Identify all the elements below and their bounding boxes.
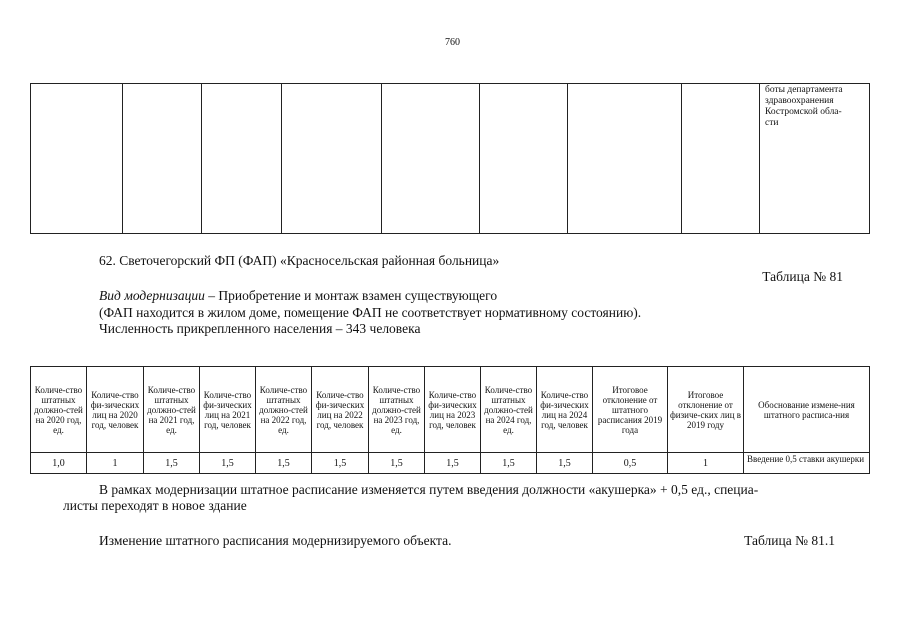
column-header: Количе-ство фи-зических лиц на 2021 год, человек	[200, 367, 256, 453]
column-header: Обоснование измене-ния штатного расписа-ния	[744, 367, 870, 453]
note-line: здравоохранения	[765, 96, 834, 106]
continued-table	[30, 83, 870, 234]
table-cell	[123, 84, 202, 234]
table-header-row	[31, 367, 870, 453]
paragraph-line: В рамках модернизации штатное расписание изменяется путем введения должности «акушерка» + 0,5 ед., специа-	[99, 482, 759, 497]
column-header: Количе-ство фи-зических лиц на 2023 год, человек	[425, 367, 481, 453]
table-cell: 1,0	[31, 453, 87, 474]
table-caption: Таблица № 81	[762, 269, 843, 284]
column-header: Количе-ство штатных должно-стей на 2023 год, ед.	[369, 367, 425, 453]
paragraph-line: листы переходят в новое здание	[63, 498, 247, 513]
section-title: 62. Светочегорский ФП (ФАП) «Красносельская районная больница»	[99, 253, 500, 268]
table-cell	[382, 84, 480, 234]
justification-cell	[760, 84, 870, 234]
column-header: Итоговое отклонение от штатного расписания 2019 года	[593, 367, 668, 453]
table-cell: 1,5	[312, 453, 369, 474]
table-cell	[282, 84, 382, 234]
note-line: боты департамента	[765, 85, 843, 95]
staff-table	[30, 366, 870, 474]
table-cell	[202, 84, 282, 234]
table-cell: 1,5	[144, 453, 200, 474]
note-line: Костромской обла-	[765, 107, 842, 117]
modernization-text: – Приобретение и монтаж взамен существующего	[204, 288, 498, 303]
fap-note: (ФАП находится в жилом доме, помещение ФАП не соответствует нормативному состоянию).	[99, 305, 642, 320]
table-cell: 1,5	[537, 453, 593, 474]
page-number: 760	[445, 37, 460, 48]
note-line: сти	[765, 118, 779, 128]
modernization-type	[99, 288, 497, 304]
change-caption: Изменение штатного расписания модернизируемого объекта.	[99, 533, 452, 548]
column-header: Количе-ство штатных должно-стей на 2021 год, ед.	[144, 367, 200, 453]
column-header: Количе-ство штатных должно-стей на 2024 год, ед.	[481, 367, 537, 453]
table-cell	[568, 84, 682, 234]
table-cell: 1,5	[200, 453, 256, 474]
justification-cell: Введение 0,5 ставки акушерки	[744, 453, 870, 474]
table-cell	[31, 84, 123, 234]
table-cell: 1,5	[425, 453, 481, 474]
table-cell	[480, 84, 568, 234]
table-cell: 1	[668, 453, 744, 474]
column-header: Количе-ство штатных должно-стей на 2020 год, ед.	[31, 367, 87, 453]
column-header: Количе-ство фи-зических лиц на 2020 год, человек	[87, 367, 144, 453]
table-row	[31, 453, 870, 474]
population-line: Численность прикрепленного населения – 343 человека	[99, 321, 421, 336]
table-cell	[682, 84, 760, 234]
column-header: Количе-ство фи-зических лиц на 2024 год, человек	[537, 367, 593, 453]
column-header: Итоговое отклонение от физиче-ских лиц в 2019 году	[668, 367, 744, 453]
table-cell: 1,5	[481, 453, 537, 474]
table-cell: 1,5	[256, 453, 312, 474]
column-header: Количе-ство штатных должно-стей на 2022 год, ед.	[256, 367, 312, 453]
column-header: Количе-ство фи-зических лиц на 2022 год, человек	[312, 367, 369, 453]
table-caption: Таблица № 81.1	[744, 533, 835, 548]
modernization-label: Вид модернизации	[99, 288, 205, 303]
table-cell: 1,5	[369, 453, 425, 474]
table-row	[31, 84, 870, 234]
table-cell: 1	[87, 453, 144, 474]
table-cell: 0,5	[593, 453, 668, 474]
